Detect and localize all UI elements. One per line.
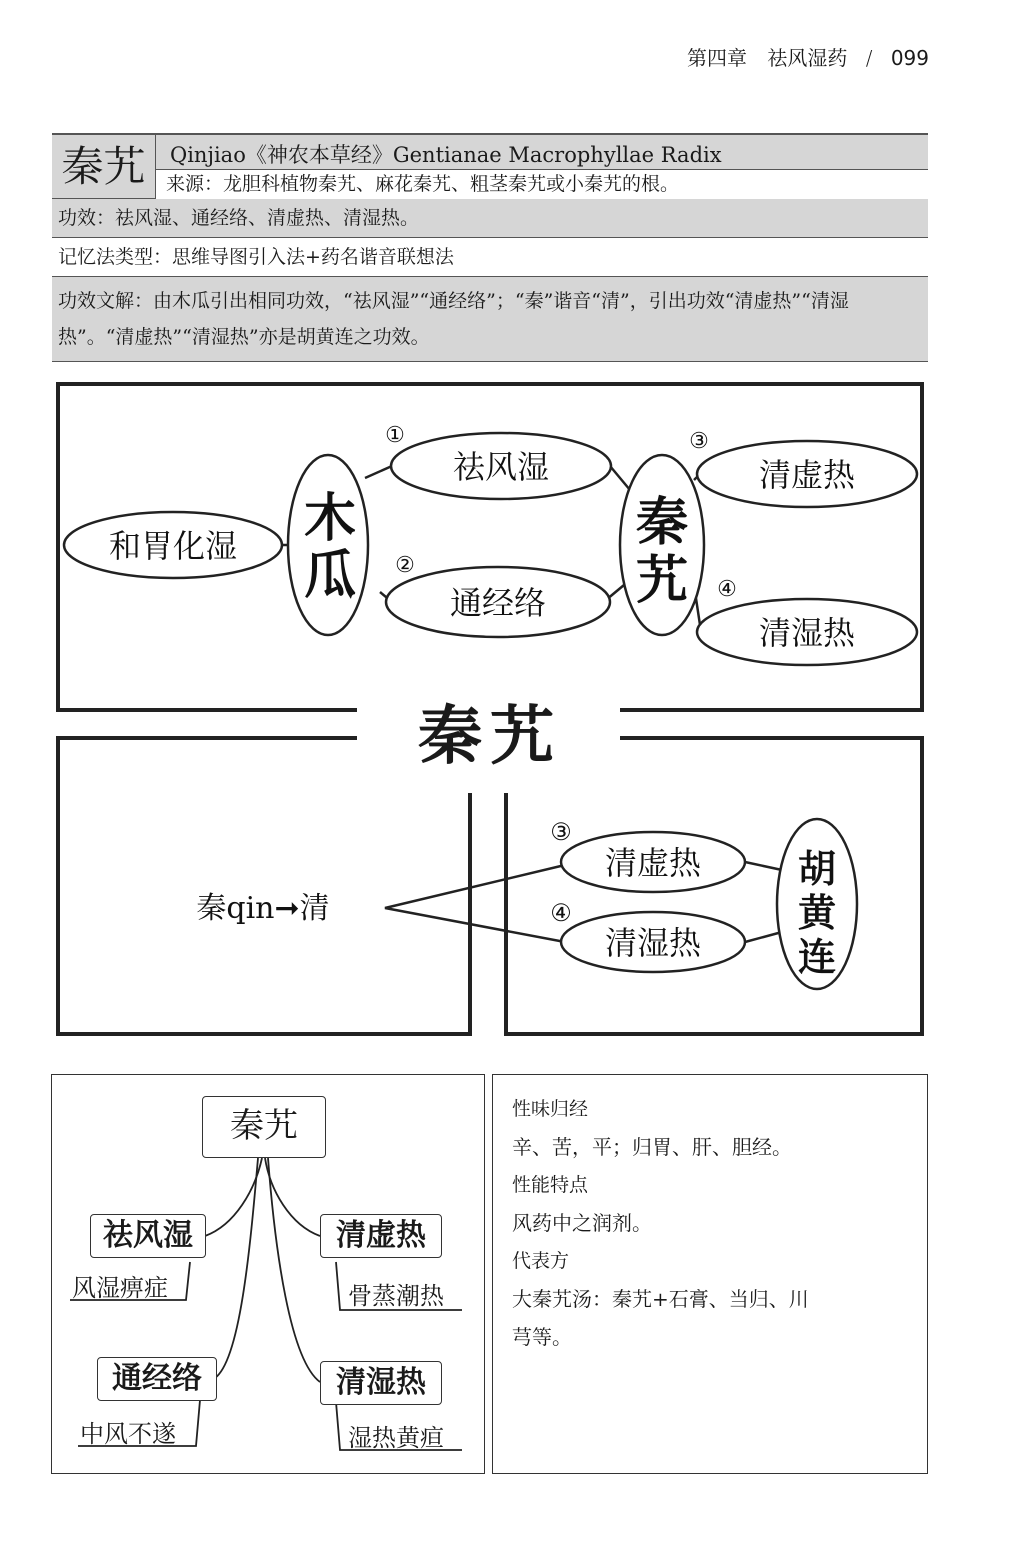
page-number: 099 <box>890 46 929 70</box>
effect-explanation: 功效文解：由木瓜引出相同功效，“祛风湿”“通经络”；“秦”谐音“清”，引出功效“清虚热”“清湿热”。“清虚热”“清湿热”亦是胡黄连之功效。 <box>52 277 928 362</box>
text-hhl-2: 黄 <box>797 890 837 935</box>
chapter-label: 第四章 <box>686 46 747 70</box>
memory-type: 记忆法类型：思维导图引入法+药名谐音联想法 <box>52 238 928 277</box>
center-title: 秦艽 <box>418 699 562 774</box>
tree-leaf-gzcr: 骨蒸潮热 <box>348 1282 444 1310</box>
text-qfs: 祛风湿 <box>452 448 550 486</box>
text-qxr-bottom: 清虚热 <box>604 844 702 882</box>
num-1: ① <box>385 423 405 448</box>
text-hhl-1: 胡 <box>797 846 837 891</box>
num-4-top: ④ <box>717 577 737 602</box>
text-qxr-top: 清虚热 <box>758 456 856 494</box>
tree-root: 秦艽 <box>202 1096 326 1158</box>
section-label: 祛风湿药 <box>767 46 848 70</box>
num-4-bottom: ④ <box>550 899 572 927</box>
properties-content <box>512 1090 912 1356</box>
pun-text: 秦qin➞清 <box>196 891 330 926</box>
herb-effect: 功效：祛风湿、通经络、清虚热、清湿热。 <box>52 199 928 238</box>
text-hewei: 和胃化湿 <box>108 527 238 565</box>
num-3-bottom: ③ <box>550 818 572 846</box>
herb-source: 来源：龙胆科植物秦艽、麻花秦艽、粗茎秦艽或小秦艽的根。 <box>156 169 928 199</box>
herb-name: 秦艽 <box>52 135 156 199</box>
text-mugua-1: 木 <box>303 488 357 549</box>
prop-label-feature: 性能特点 <box>512 1174 589 1196</box>
prop-text-formula-1: 大秦艽汤：秦艽+石膏、当归、川 <box>512 1287 809 1311</box>
tree-leaf-zfbs: 中风不遂 <box>80 1420 176 1448</box>
tree-leaf-fsbz: 风湿痹症 <box>72 1274 168 1302</box>
herb-latin-name: Qinjiao《神农本草经》Gentianae Macrophyllae Radix <box>170 143 722 167</box>
page-header: 第四章 祛风湿药 / 099 <box>686 46 929 70</box>
prop-text-feature: 风药中之润剂。 <box>512 1211 652 1235</box>
num-2: ② <box>395 553 415 578</box>
tree-branch-tjl: 通经络 <box>97 1357 217 1401</box>
tree-branch-qsr: 清湿热 <box>320 1361 442 1405</box>
prop-label-taste: 性味归经 <box>512 1098 589 1120</box>
text-qinjiao-2: 艽 <box>635 550 689 611</box>
text-qsr-bottom: 清湿热 <box>604 924 702 962</box>
text-qsr-top: 清湿热 <box>758 614 856 652</box>
tree-branch-qfs: 祛风湿 <box>90 1214 206 1258</box>
text-hhl-3: 连 <box>797 934 837 979</box>
num-3-top: ③ <box>689 429 709 454</box>
text-mugua-2: 瓜 <box>303 545 357 606</box>
prop-text-formula-2: 芎等。 <box>512 1325 572 1349</box>
text-tjl: 通经络 <box>449 584 547 622</box>
prop-text-taste: 辛、苦，平；归胃、肝、胆经。 <box>512 1135 792 1159</box>
prop-label-formula: 代表方 <box>512 1250 570 1272</box>
tree-leaf-srhd: 湿热黄疸 <box>348 1424 444 1452</box>
text-qinjiao-1: 秦 <box>635 492 689 553</box>
tree-branch-qxr: 清虚热 <box>320 1214 442 1258</box>
